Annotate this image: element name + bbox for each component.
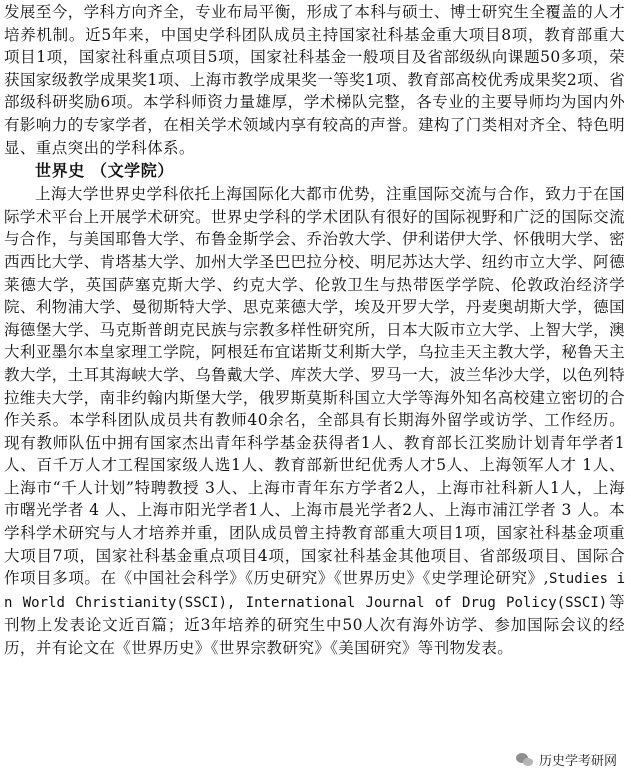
source-watermark: [512, 749, 621, 770]
watermark-text: 历史学考研网: [538, 754, 617, 769]
ssci-label: (SSCI): [556, 594, 608, 611]
intro-paragraph: 发展至今，学科方向齐全，专业布局平衡，形成了本科与硕士、博士研究生全覆盖的人才培养机制。近5年来，中国史学科团队成员主持国家社科基金重大项目8项，教育部重大项目1项，国家社科重点项目5项，国家社科基金一般项目及省部级纵向课题50多项，荣获国家级教学成果奖1项、上海市教学成果奖一等奖1项、教育部高校优秀成果奖2项、省部级科研奖励6项。本学科师资力量雄厚，学术梯队完整，各专业的主要导师均为国内外有影响力的专家学者，在相关学术领域内享有较高的声誉。建构了门类相对齐全、特色明显、重点突出的学科体系。: [4, 3, 625, 157]
body-text-part2: 等刊物上发表论文近百篇；近3年培养的研究生中50人次有海外访学、参加国际会议的经历，并有论文在《世界历史》《世界宗教研究》《美国研究》等刊物发表。: [4, 592, 626, 658]
section-body-paragraph: [4, 183, 625, 659]
section-title: 世界史 （文学院）: [35, 161, 174, 181]
english-journal-line: Studies in World Christianity(SSCI), International Journal of Drug Policy: [4, 571, 625, 611]
wechat-icon: [516, 752, 534, 768]
body-text-part1: 上海大学世界史学科依托上海国际化大都市优势，注重国际交流与合作，致力于在国际学术平台上开展学术研究。世界史学科的学术团队有很好的国际视野和广泛的国际交流与合作，与美国耶鲁大学、布鲁金斯学会、乔治敦大学、伊利诺伊大学、怀俄明大学、密西西比大学、肯塔基大学、加州大学圣巴巴拉分校、明尼苏达大学、纽约市立大学、阿德莱德大学，英国萨塞克斯大学、约克大学、伦敦卫生与热带医学学院、伦敦政治经济学院、利物浦大学、曼彻斯特大学、思克莱德大学，埃及开罗大学，丹麦奥胡斯大学，德国海德堡大学、马克斯普朗克民族与宗教多样性研究所，日本大阪市立大学、上智大学，澳大利亚墨尔本皇家理工学院，阿根廷布宜诺斯艾利斯大学，乌拉圭天主教大学，秘鲁天主教大学，土耳其海峡大学、乌鲁戴大学、库茨大学、罗马一大，波兰华沙大学，以色列特拉维夫大学，南非约翰内斯堡大学，俄罗斯莫斯科国立大学等海外知名高校建立密切的合作关系。本学科团队成员共有教师40余名，全部具有长期海外留学或访学、工作经历。现有教师队伍中拥有国家杰出青年科学基金获得者1人、教育部长江奖励计划青年学者1人、百千万人才工程国家级人选1人、教育部新世纪优秀人才5人、上海领军人才 1人、上海市“千人计划”特聘教授 3人、上海市青年东方学者2人，上海市社科新人1人，上海市曙光学者 4 人、上海市阳光学者1人、上海市晨光学者2人、上海市浦江学者 3 人。本学科学术研究与人才培养并重，团队成员曾主持教育部重大项目1项，国家社科基金项重大项目7项，国家社科基金重点项目4项，国家社科基金其他项目、省部级项目、国际合作项目多项。在《中国社会科学》《历史研究》《世界历史》《史学理论研究》,: [4, 185, 625, 588]
